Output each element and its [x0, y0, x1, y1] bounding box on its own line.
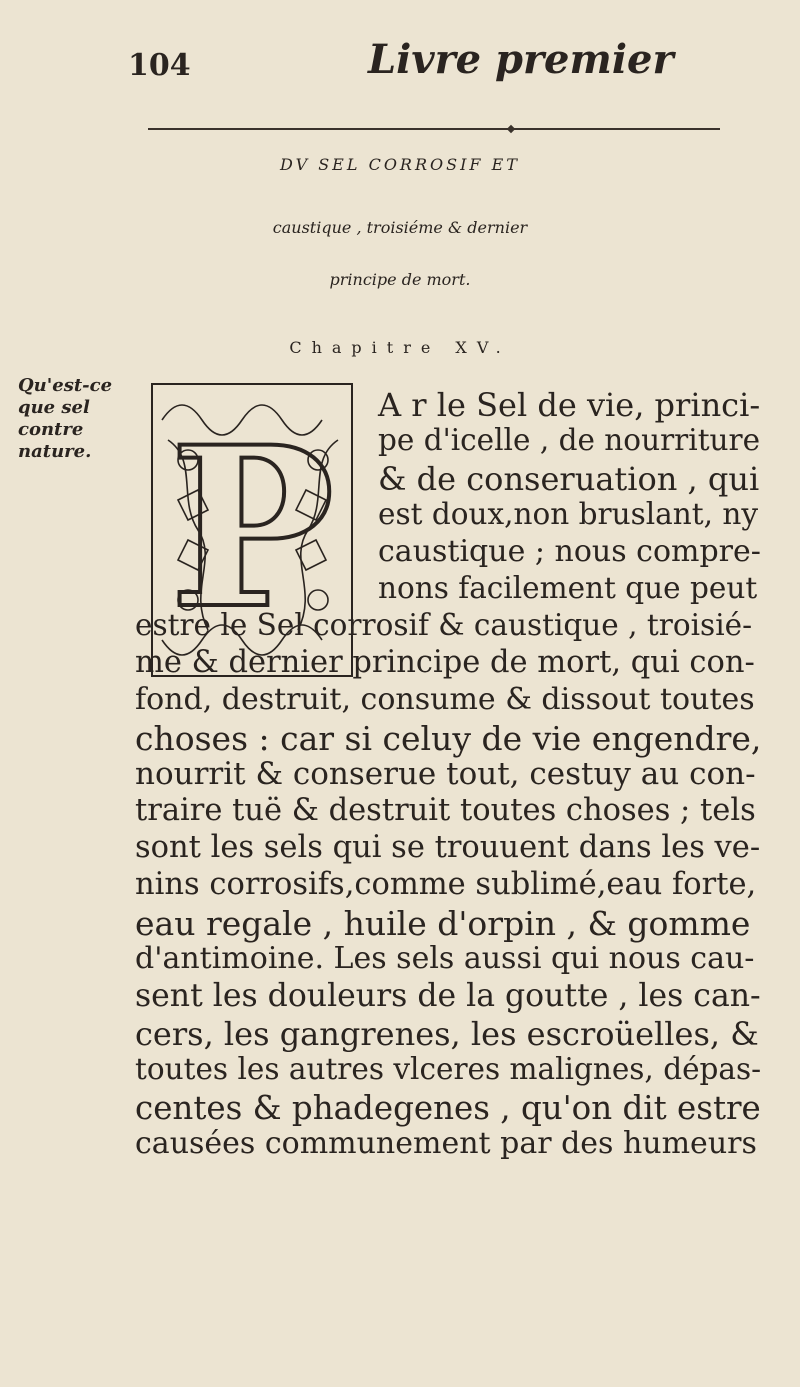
text-line: choses : car si celuy de vie engendre,: [135, 719, 762, 758]
chapter-title-line-2: caustique , troisiéme & dernier: [272, 218, 528, 237]
page-number: 104: [128, 48, 191, 83]
chapter-number: Chapitre XV.: [289, 338, 511, 357]
text-line: traire tuë & destruit toutes choses ; tels: [135, 793, 756, 828]
text-line: me & dernier principe de mort, qui con-: [135, 645, 755, 680]
chapter-title-line-1: DV SEL CORROSIF ET: [280, 155, 520, 174]
text-line: cers, les gangrenes, les escroüelles, &: [135, 1015, 759, 1053]
text-line: d'antimoine. Les sels aussi qui nous cau-: [135, 941, 755, 976]
text-line: nons facilement que peut: [378, 571, 758, 605]
text-line: causées communement par des humeurs: [135, 1126, 757, 1161]
margin-note: Qu'est-ce que sel contre nature.: [18, 375, 113, 462]
text-line: caustique ; nous compre-: [378, 534, 761, 569]
text-line: est doux,non bruslant, ny: [378, 497, 759, 531]
text-line: nourrit & conserue tout, cestuy au con-: [135, 756, 756, 792]
text-line: pe d'icelle , de nourriture: [378, 423, 761, 457]
text-line: nins corrosifs,comme sublimé,eau forte,: [135, 867, 757, 902]
running-head: Livre premier: [368, 36, 674, 83]
text-line: & de conseruation , qui: [378, 460, 760, 498]
text-line: toutes les autres vlceres malignes, dépas-: [135, 1052, 762, 1086]
page-header: [0, 30, 800, 83]
initial-letter: P: [169, 398, 335, 657]
text-line: centes & phadegenes , qu'on dit estre: [135, 1089, 761, 1127]
header-rule: [148, 128, 720, 130]
text-line: eau regale , huile d'orpin , & gomme: [135, 904, 751, 943]
text-line: sent les douleurs de la goutte , les can-: [135, 978, 761, 1014]
chapter-title-line-3: principe de mort.: [329, 270, 471, 289]
text-line: sont les sels qui se trouuent dans les ve-: [135, 830, 761, 865]
text-line: A r le Sel de vie, princi-: [378, 386, 761, 424]
text-line: estre le Sel corrosif & caustique , troisié-: [135, 608, 753, 642]
text-line: fond, destruit, consume & dissout toutes: [135, 682, 755, 717]
